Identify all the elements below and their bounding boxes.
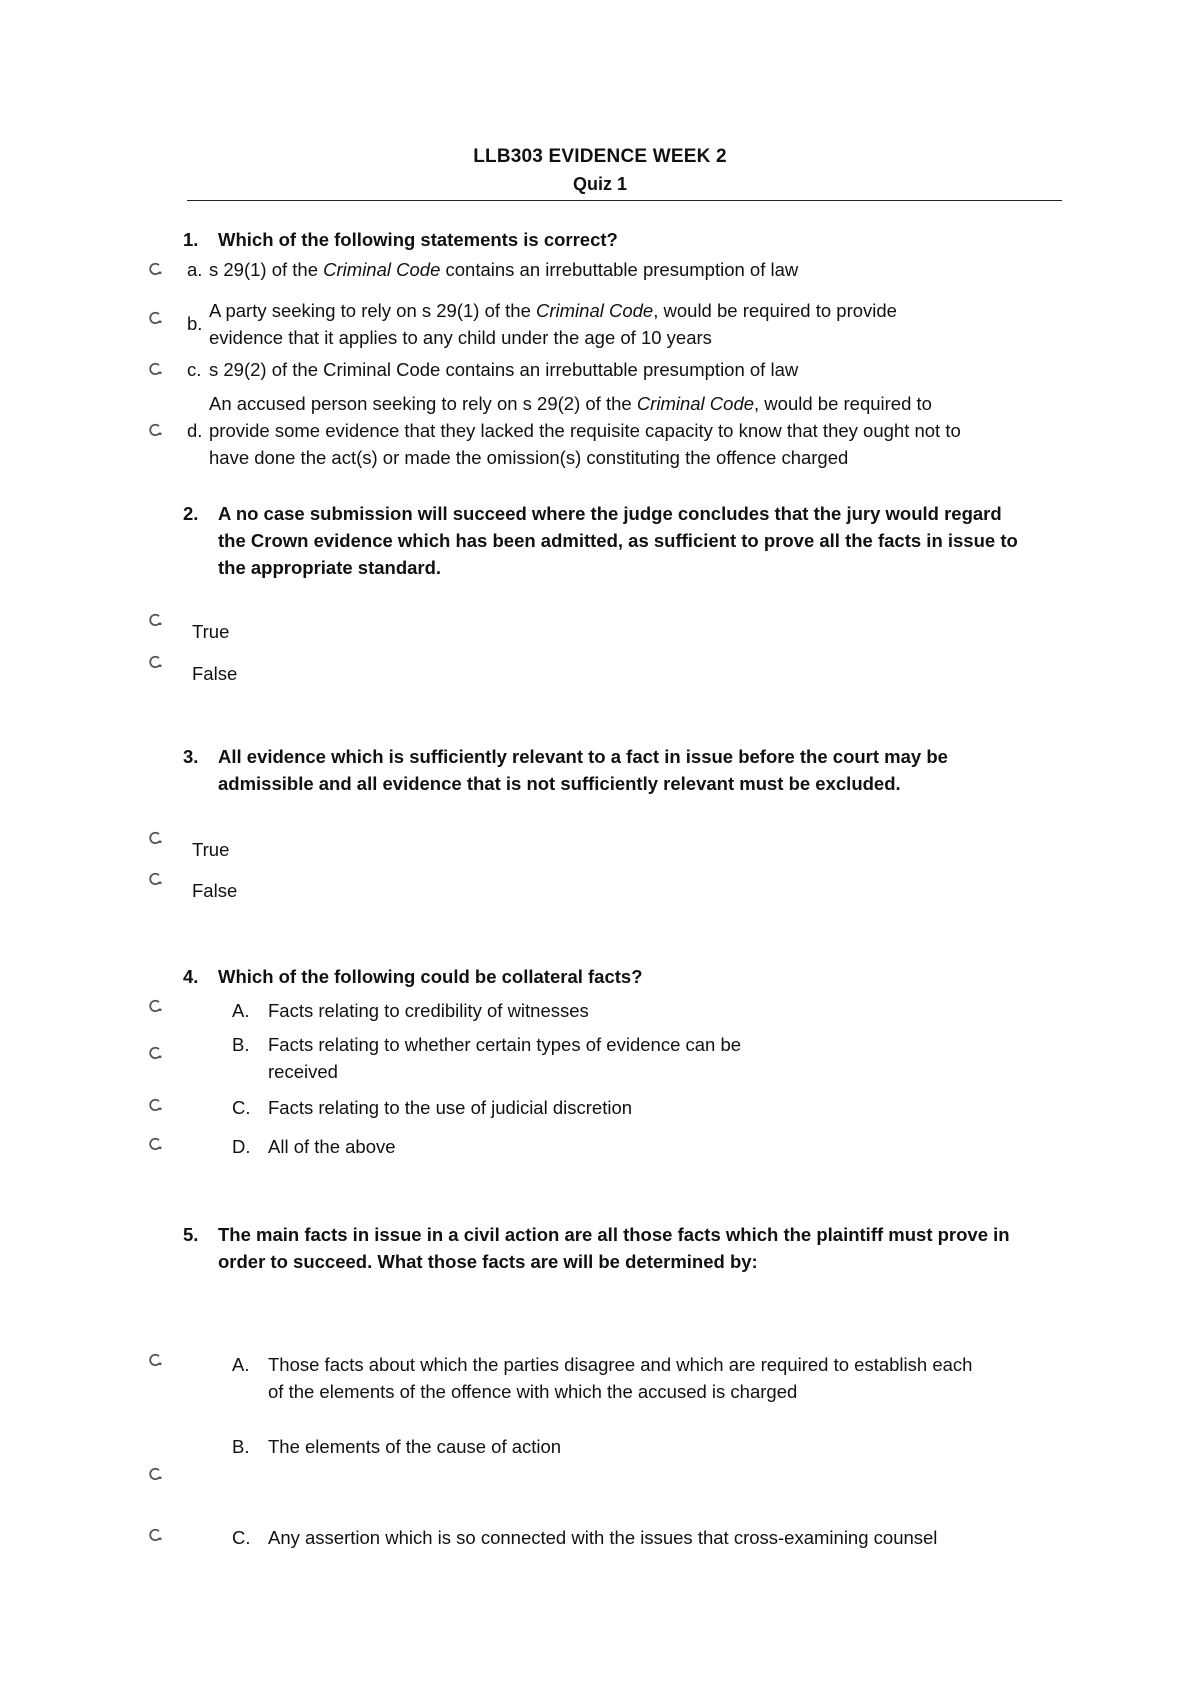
radio-circle-icon [148,362,162,376]
question-number: 2. [183,503,199,524]
option-2-true [192,618,229,645]
radio-button[interactable] [148,311,162,325]
question-text: Which of the following could be collateral facts? [218,966,643,987]
radio-button[interactable] [148,1353,162,1367]
option-text: True [192,621,230,642]
option-letter: b. [187,313,203,334]
radio-circle-icon [148,872,162,886]
radio-button[interactable] [148,613,162,627]
radio-circle-icon [148,1137,162,1151]
radio-button[interactable] [148,831,162,845]
option-text: False [192,880,238,901]
radio-button[interactable] [148,1528,162,1542]
question-text: Which of the following statements is correct? [218,229,618,250]
option-2-false [192,660,237,687]
radio-circle-icon [148,311,162,325]
page-subtitle: Quiz 1 [572,174,627,194]
option-text-line2: provide some evidence that they lacked the requisite capacity to know that they ought not to [209,420,961,441]
option-text: s 29(2) of the Criminal Code contains an irrebuttable presumption of law [209,359,799,380]
radio-button[interactable] [148,999,162,1013]
option-letter: D. [232,1136,251,1157]
radio-circle-icon [148,1467,162,1481]
option-text-line1: Those facts about which the parties disagree and which are required to establish each [268,1354,973,1375]
radio-circle-icon [148,1353,162,1367]
option-text: True [192,839,230,860]
option-text: Facts relating to the use of judicial discretion [268,1097,633,1118]
question-text-line1: All evidence which is sufficiently relevant to a fact in issue before the court may be [218,746,948,767]
radio-circle-icon [148,999,162,1013]
option-letter: B. [232,1436,250,1457]
radio-button[interactable] [148,362,162,376]
question-text-line1: The main facts in issue in a civil action are all those facts which the plaintiff must prove in [218,1224,1010,1245]
radio-circle-icon [148,262,162,276]
radio-circle-icon [148,1046,162,1060]
option-text: s 29(1) of the Criminal Code contains an irrebuttable presumption of law [209,259,799,280]
option-text-line2: evidence that it applies to any child under the age of 10 years [209,327,712,348]
radio-button[interactable] [148,1137,162,1151]
option-text: Any assertion which is so connected with the issues that cross-examining counsel [268,1527,938,1548]
option-letter: A. [232,1354,250,1375]
option-text: Facts relating to credibility of witnesses [268,1000,589,1021]
radio-button[interactable] [148,1098,162,1112]
question-number: 1. [183,229,199,250]
question-text-line3: the appropriate standard. [218,557,442,578]
option-3-true [192,836,229,863]
option-letter: c. [187,359,202,380]
title-divider [187,200,1062,201]
question-text-line2: admissible and all evidence that is not sufficiently relevant must be excluded. [218,773,901,794]
radio-circle-icon [148,613,162,627]
option-letter: a. [187,259,203,280]
option-text: All of the above [268,1136,396,1157]
radio-circle-icon [148,1098,162,1112]
option-letter: d. [187,420,203,441]
option-text: The elements of the cause of action [268,1436,562,1457]
question-text-line2: order to succeed. What those facts are will be determined by: [218,1251,758,1272]
option-text-line3: have done the act(s) or made the omission(s) constituting the offence charged [209,447,849,468]
radio-button[interactable] [148,423,162,437]
radio-button[interactable] [148,1467,162,1481]
option-text-line2: received [268,1061,338,1082]
question-text-line1: A no case submission will succeed where the judge concludes that the jury would regard [218,503,1002,524]
option-letter: C. [232,1097,251,1118]
option-text-line1: A party seeking to rely on s 29(1) of the Criminal Code, would be required to provide [209,300,897,321]
question-text-line2: the Crown evidence which has been admitted, as sufficient to prove all the facts in issue to [218,530,1018,551]
option-3-false [192,877,237,904]
option-text-line2: of the elements of the offence with which the accused is charged [268,1381,798,1402]
page-title: LLB303 EVIDENCE WEEK 2 [473,146,727,167]
radio-circle-icon [148,423,162,437]
option-text-line1: Facts relating to whether certain types of evidence can be [268,1034,742,1055]
question-number: 3. [183,746,199,767]
option-text: False [192,663,238,684]
radio-circle-icon [148,831,162,845]
radio-circle-icon [148,1528,162,1542]
option-letter: A. [232,1000,250,1021]
question-number: 4. [183,966,199,987]
option-text-line1: An accused person seeking to rely on s 29(2) of the Criminal Code, would be required to [209,393,932,414]
option-letter: C. [232,1527,251,1548]
radio-circle-icon [148,655,162,669]
radio-button[interactable] [148,872,162,886]
question-number: 5. [183,1224,199,1245]
option-letter: B. [232,1034,250,1055]
radio-button[interactable] [148,1046,162,1060]
radio-button[interactable] [148,655,162,669]
radio-button[interactable] [148,262,162,276]
